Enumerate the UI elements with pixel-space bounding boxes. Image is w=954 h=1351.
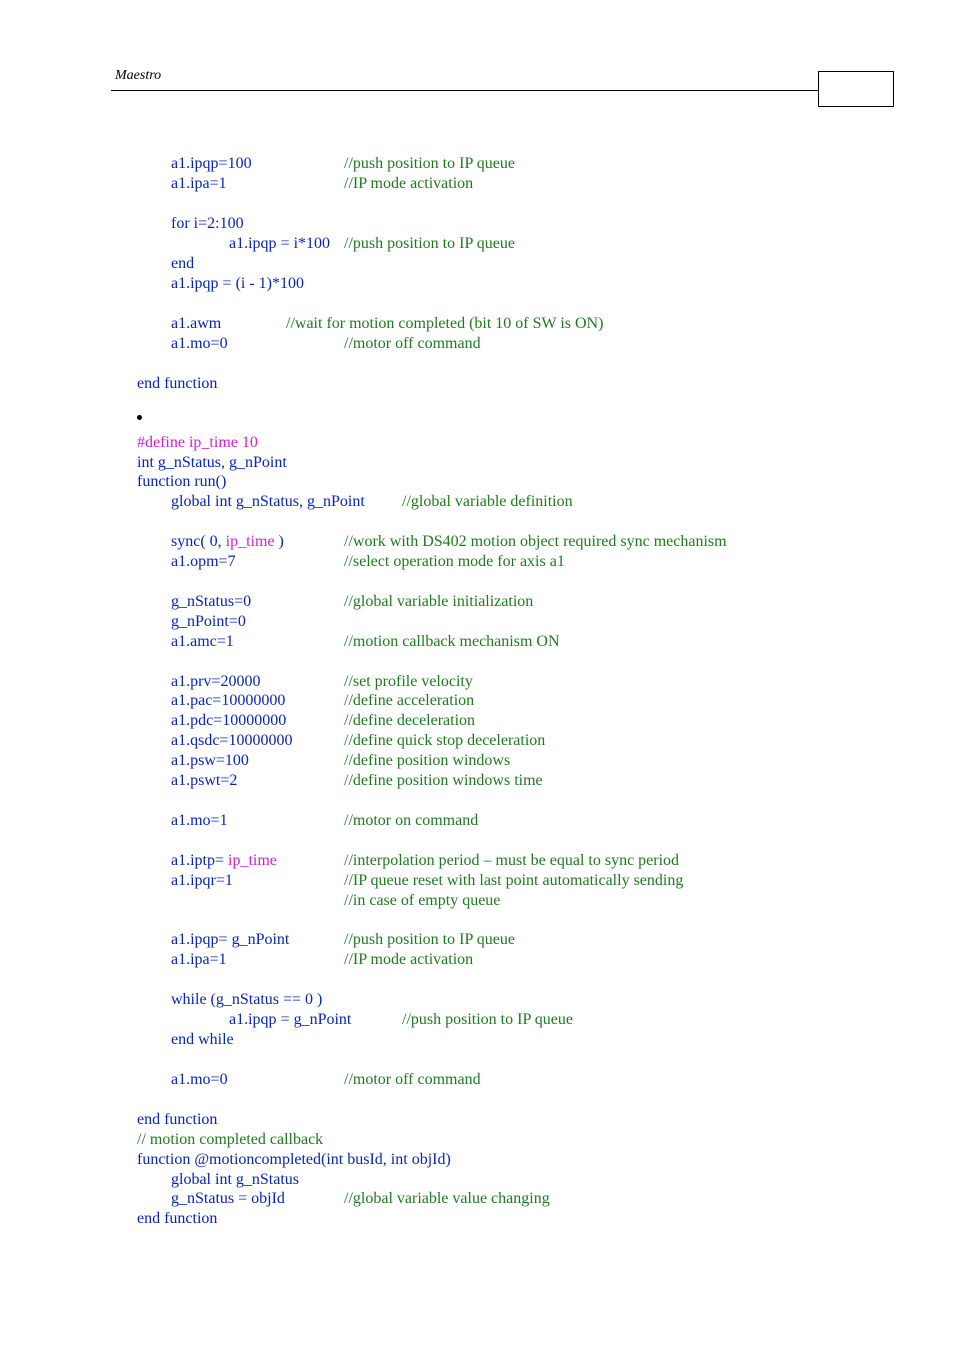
code-comment: //push position to IP queue (402, 1011, 573, 1028)
code-text: a1.qsdc=10000000 (171, 732, 293, 749)
code-text: g_nStatus = objId (171, 1190, 285, 1207)
code-comment: //IP mode activation (344, 951, 474, 968)
code-text: a1.ipqr=1 (171, 872, 233, 889)
code-comment: //global variable initialization (344, 593, 534, 610)
code-text: function run() (137, 473, 227, 490)
code-comment: //motion callback mechanism ON (344, 633, 560, 650)
code-text: a1.ipqp=100 (171, 155, 252, 172)
code-text: end function (137, 1210, 218, 1227)
code-text: a1.pswt=2 (171, 772, 238, 789)
code-comment: //motor off command (344, 1071, 481, 1088)
code-comment: //in case of empty queue (344, 892, 501, 909)
code-text: global int g_nStatus (171, 1171, 299, 1188)
bullet-point (137, 415, 142, 420)
code-comment: //define position windows time (344, 772, 543, 789)
code-text: a1.mo=0 (171, 335, 228, 352)
code-text: g_nStatus=0 (171, 593, 252, 610)
code-text: function @motioncompleted(int busId, int objId) (137, 1151, 451, 1168)
header-title: Maestro (115, 68, 162, 83)
code-comment: //define quick stop deceleration (344, 732, 546, 749)
code-text: a1.ipa=1 (171, 175, 227, 192)
code-comment: //push position to IP queue (344, 931, 515, 948)
code-text: end while (171, 1031, 234, 1048)
code-comment: //set profile velocity (344, 673, 473, 690)
code-text: int g_nStatus, g_nPoint (137, 454, 287, 471)
code-comment: //push position to IP queue (344, 155, 515, 172)
code-text: a1.psw=100 (171, 752, 249, 769)
code-comment: //work with DS402 motion object required sync mechanism (344, 533, 727, 550)
code-text: a1.pac=10000000 (171, 692, 286, 709)
code-comment: //push position to IP queue (344, 235, 515, 252)
code-macro: ip_time (225, 533, 275, 550)
code-text: a1.iptp= (171, 852, 229, 869)
code-text: a1.awm (171, 315, 222, 332)
code-comment: //motor off command (344, 335, 481, 352)
code-text: a1.prv=20000 (171, 673, 261, 690)
code-text: a1.mo=0 (171, 1071, 228, 1088)
code-text: a1.ipqp = g_nPoint (229, 1011, 352, 1028)
code-text: end function (137, 375, 218, 392)
code-text: a1.opm=7 (171, 553, 236, 570)
code-text: a1.ipqp = (i - 1)*100 (171, 275, 304, 292)
header-rule (111, 90, 819, 91)
code-comment: //IP queue reset with last point automatically sending (344, 872, 684, 889)
code-comment: //interpolation period – must be equal to sync period (344, 852, 680, 869)
code-text: a1.pdc=10000000 (171, 712, 287, 729)
code-text: end function (137, 1111, 218, 1128)
code-text: end (171, 255, 195, 272)
code-macro: ip_time (228, 852, 277, 869)
code-text: ) (274, 533, 284, 550)
code-text: for i=2:100 (171, 215, 244, 232)
code-text: global int g_nStatus, g_nPoint (171, 493, 365, 510)
code-text: while (g_nStatus == 0 ) (171, 991, 323, 1008)
code-comment: //define position windows (344, 752, 511, 769)
code-comment: //wait for motion completed (bit 10 of SW is ON) (286, 315, 604, 332)
code-text: a1.ipa=1 (171, 951, 227, 968)
code-comment: //global variable definition (402, 493, 573, 510)
code-text: a1.mo=1 (171, 812, 228, 829)
code-text: a1.ipqp= g_nPoint (171, 931, 290, 948)
code-macro: #define ip_time 10 (137, 434, 258, 451)
code-text: sync( 0, (171, 533, 226, 550)
code-comment: //global variable value changing (344, 1190, 550, 1207)
code-text: a1.ipqp = i*100 (229, 235, 331, 252)
code-comment: //define deceleration (344, 712, 476, 729)
code-comment: // motion completed callback (137, 1131, 324, 1148)
code-text: g_nPoint=0 (171, 613, 246, 630)
code-text: a1.amc=1 (171, 633, 234, 650)
code-comment: //motor on command (344, 812, 479, 829)
code-comment: //IP mode activation (344, 175, 474, 192)
page-number-box (818, 71, 894, 107)
code-comment: //define acceleration (344, 692, 475, 709)
code-comment: //select operation mode for axis a1 (344, 553, 565, 570)
